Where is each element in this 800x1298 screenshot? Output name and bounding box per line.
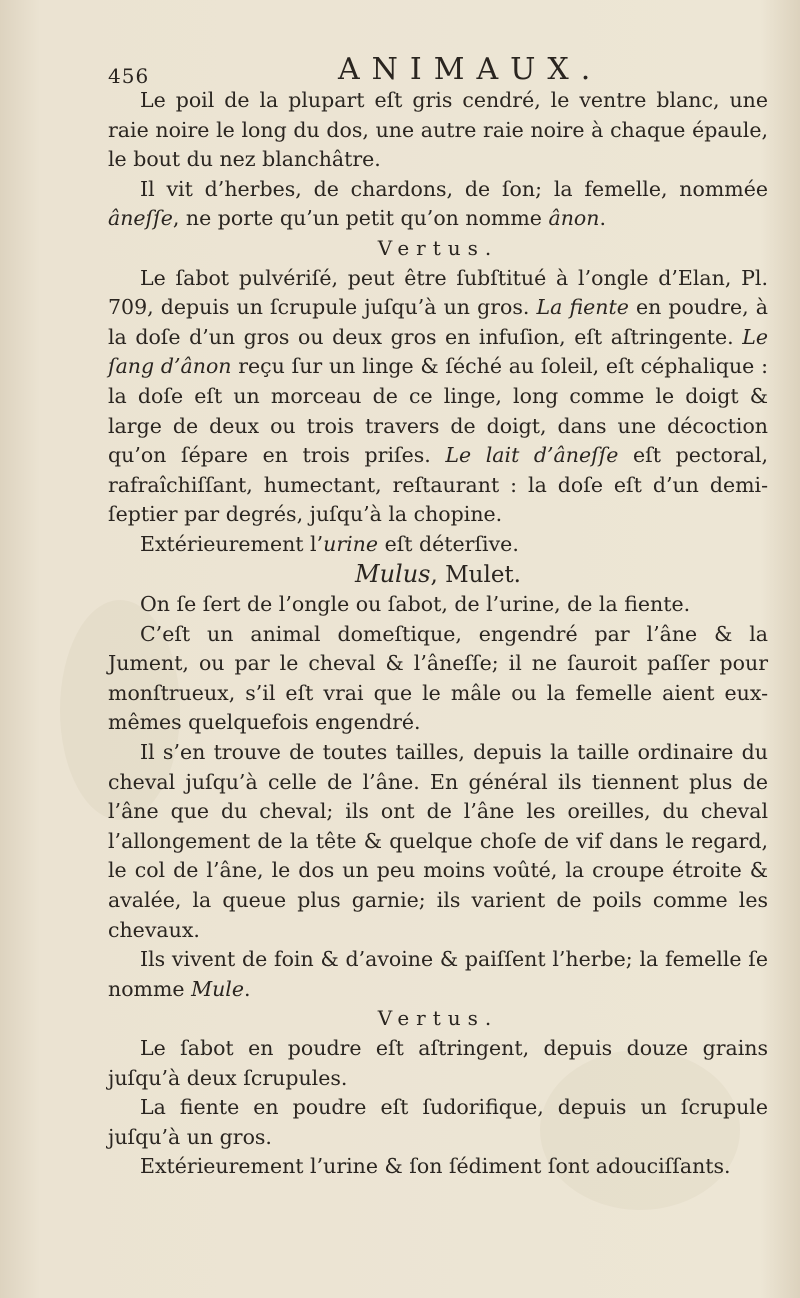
section-title-mulet xyxy=(108,560,768,591)
text-run: , ne porte qu’un petit qu’on nomme xyxy=(172,206,542,231)
french-name: , Mulet. xyxy=(430,561,521,588)
page-number: 456 xyxy=(108,64,150,88)
italic-term: Le lait d’âneſſe xyxy=(445,443,619,468)
text-run: . xyxy=(243,976,251,1001)
paragraph xyxy=(108,264,768,530)
text-run: Extérieurement l’ xyxy=(140,531,324,556)
section-heading-vertus: Vertus. xyxy=(377,235,499,260)
italic-term: Mule xyxy=(191,976,244,1001)
text-run: Le ſabot pulvériſé, peut être ſubſtitué à l’ongle d’Elan, Pl. 709, depuis un ſcrupule juſqu’à un gros. xyxy=(108,265,768,320)
paragraph xyxy=(108,175,768,234)
paragraph: Le poil de la plupart eſt gris cendré, le ventre blanc, une raie noire le long du dos, une autre raie noire à chaque épaule, le bout du nez blanchâtre. xyxy=(108,88,768,172)
paragraph xyxy=(108,530,768,560)
paragraph: On ſe ſert de l’ongle ou ſabot, de l’urine, de la fiente. xyxy=(140,592,691,617)
italic-term: La fiente xyxy=(536,295,629,320)
section-heading-vertus: Vertus. xyxy=(377,1006,499,1031)
text-run: eſt déterſive. xyxy=(384,531,519,556)
text-run: en poudre, à la doſe d’un gros ou deux gros en infuſion, eſt aſtringente. xyxy=(108,295,768,349)
text-run: . xyxy=(599,206,606,231)
italic-term: ânon xyxy=(548,206,600,231)
running-title: ANIMAUX. xyxy=(338,52,603,87)
text-run: Il vit d’herbes, de chardons, de ſon; la femelle, nommée xyxy=(140,176,768,201)
text-run: reçu ſur un linge & ſéché au ſoleil, eſt céphalique : la doſe eſt un morceau de ce linge, long comme le doigt & large de deux ou trois travers de doigt, dans une décoction qu’on ſépare en trois priſes. xyxy=(108,354,768,468)
italic-term: urine xyxy=(323,531,379,556)
paragraph: Extérieurement l’urine & ſon ſédiment ſont adouciſſants. xyxy=(140,1154,731,1179)
paragraph: Le ſabot en poudre eſt aſtringent, depuis douze grains juſqu’à deux ſcrupules. xyxy=(108,1036,768,1090)
paragraph: La fiente en poudre eſt ſudorifique, depuis un ſcrupule juſqu’à un gros. xyxy=(108,1095,768,1149)
italic-term: âneſſe xyxy=(108,206,173,231)
latin-name: Mulus xyxy=(355,559,431,588)
paragraph: C’eſt un animal domeſtique, engendré par l’âne & la Jument, ou par le cheval & l’âneſſe; il ne ſauroit paſſer pour monſtrueux, s’il eſt vrai que le mâle ou la femelle aient eux-mêmes quelquefois engendré. xyxy=(108,621,768,735)
paragraph: Il s’en trouve de toutes tailles, depuis la taille ordinaire du cheval juſqu’à celle de l’âne. En général ils tiennent plus de l’âne que du cheval; ils ont de l’âne les oreilles, du cheval l’allongement de la tête & quelque choſe de vif dans le regard, le col de l’âne, le dos un peu moins voûté, la croupe étroite & avalée, la queue plus garnie; ils varient de poils comme les chevaux. xyxy=(108,740,768,942)
page-body xyxy=(108,86,768,1182)
paragraph xyxy=(108,945,768,1004)
italic-term: Le ſang d’ânon xyxy=(108,324,768,379)
text-run: Ils vivent de foin & d’avoine & paiſſent l’herbe; la femelle ſe nomme xyxy=(108,947,768,1001)
text-run: eſt pectoral, rafraîchiſſant, humectant, reſtaurant : la doſe eſt d’un demi-ſeptier par degrés, juſqu’à la chopine. xyxy=(108,443,768,527)
